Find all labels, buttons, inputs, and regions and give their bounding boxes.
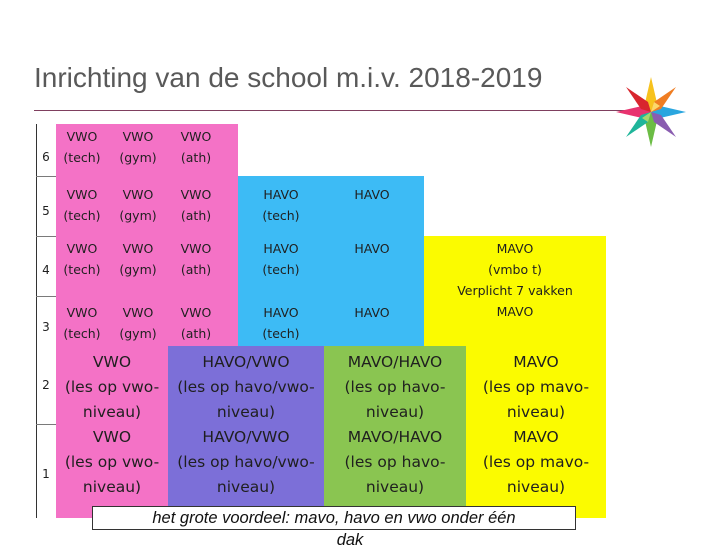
cell-stream: (ath) bbox=[180, 150, 212, 165]
cell-4-havo-tech bbox=[238, 238, 324, 280]
cell-level: VWO bbox=[122, 129, 154, 144]
cell-level: MAVO/HAVO bbox=[347, 428, 443, 446]
cell-3-vwo-tech bbox=[56, 302, 108, 344]
cell-stream: (tech) bbox=[262, 326, 300, 341]
cell-desc: (les op havo/vwo- bbox=[177, 453, 315, 471]
grade-label-3: 3 bbox=[42, 320, 50, 334]
cell-1-mavo-havo bbox=[324, 425, 466, 500]
cell-level: HAVO/VWO bbox=[202, 428, 290, 446]
cell-level: MAVO bbox=[496, 304, 534, 319]
cell-level: MAVO bbox=[513, 353, 559, 371]
row-divider bbox=[36, 296, 56, 297]
cell-desc: niveau) bbox=[216, 478, 276, 496]
cell-3-vwo-ath bbox=[170, 302, 222, 344]
cell-4-havo: HAVO bbox=[354, 241, 390, 256]
cell-6-vwo-gym bbox=[112, 126, 164, 168]
cell-level: VWO bbox=[180, 129, 212, 144]
page-title: Inrichting van de school m.i.v. 2018-2019 bbox=[34, 62, 543, 93]
cell-4-vwo-ath bbox=[170, 238, 222, 280]
cell-1-vwo bbox=[56, 425, 168, 500]
cell-level: VWO bbox=[122, 241, 154, 256]
cell-3-havo: HAVO bbox=[354, 305, 390, 320]
cell-5-vwo-tech bbox=[56, 184, 108, 226]
grade-label-2: 2 bbox=[42, 378, 50, 392]
cell-stream: (ath) bbox=[180, 326, 212, 341]
cell-desc: (les op mavo- bbox=[482, 453, 590, 471]
cell-desc: (les op havo- bbox=[344, 453, 446, 471]
star-logo-icon bbox=[614, 75, 688, 149]
cell-3-vwo-gym bbox=[112, 302, 164, 344]
cell-desc: (les op vwo- bbox=[64, 453, 160, 471]
cell-2-havo-vwo bbox=[168, 350, 324, 425]
cell-stream: (gym) bbox=[119, 150, 157, 165]
cell-stream: (ath) bbox=[180, 262, 212, 277]
cell-5-vwo-gym bbox=[112, 184, 164, 226]
row-divider bbox=[36, 424, 56, 425]
cell-4-vwo-tech bbox=[56, 238, 108, 280]
cell-stream: (tech) bbox=[63, 150, 101, 165]
cell-desc: (les op vwo- bbox=[64, 378, 160, 396]
cell-level: HAVO/VWO bbox=[202, 353, 290, 371]
cell-5-vwo-ath bbox=[170, 184, 222, 226]
cell-2-mavo-havo bbox=[324, 350, 466, 425]
cell-5-havo: HAVO bbox=[354, 187, 390, 202]
grade-label-6: 6 bbox=[42, 150, 50, 164]
cell-2-mavo bbox=[466, 350, 606, 425]
cell-stream: (tech) bbox=[262, 262, 300, 277]
cell-stream: (tech) bbox=[63, 326, 101, 341]
cell-desc: niveau) bbox=[506, 403, 566, 421]
cell-6-vwo-ath bbox=[170, 126, 222, 168]
cell-stream: (tech) bbox=[63, 208, 101, 223]
footer-banner-continued: dak bbox=[336, 531, 364, 549]
cell-6-vwo-tech bbox=[56, 126, 108, 168]
cell-2-vwo bbox=[56, 350, 168, 425]
cell-level: MAVO bbox=[496, 241, 534, 256]
cell-4-vwo-gym bbox=[112, 238, 164, 280]
cell-level: VWO bbox=[66, 187, 98, 202]
cell-3-havo-tech bbox=[238, 302, 324, 344]
mavo-upper-text bbox=[424, 238, 606, 322]
cell-level: VWO bbox=[180, 241, 212, 256]
cell-level: VWO bbox=[92, 353, 132, 371]
row-divider bbox=[36, 176, 56, 177]
cell-stream: (vmbo t) bbox=[488, 262, 542, 277]
cell-desc: niveau) bbox=[82, 478, 142, 496]
cell-stream: (gym) bbox=[119, 326, 157, 341]
cell-desc: niveau) bbox=[82, 403, 142, 421]
row-divider bbox=[36, 236, 56, 237]
cell-stream: (tech) bbox=[63, 262, 101, 277]
cell-note: Verplicht 7 vakken bbox=[457, 283, 573, 298]
cell-level: VWO bbox=[122, 305, 154, 320]
cell-desc: (les op havo- bbox=[344, 378, 446, 396]
cell-desc: niveau) bbox=[365, 478, 425, 496]
grade-label-1: 1 bbox=[42, 467, 50, 481]
cell-stream: (tech) bbox=[262, 208, 300, 223]
cell-level: VWO bbox=[92, 428, 132, 446]
cell-level: MAVO/HAVO bbox=[347, 353, 443, 371]
cell-desc: niveau) bbox=[365, 403, 425, 421]
cell-stream: (gym) bbox=[119, 262, 157, 277]
cell-stream: (ath) bbox=[180, 208, 212, 223]
cell-stream: (gym) bbox=[119, 208, 157, 223]
cell-level: VWO bbox=[122, 187, 154, 202]
cell-level: VWO bbox=[180, 305, 212, 320]
cell-desc: niveau) bbox=[216, 403, 276, 421]
footer-banner: het grote voordeel: mavo, havo en vwo onder één bbox=[92, 506, 576, 530]
cell-desc: (les op havo/vwo- bbox=[177, 378, 315, 396]
cell-level: VWO bbox=[66, 129, 98, 144]
cell-level: HAVO bbox=[263, 305, 299, 320]
grade-label-4: 4 bbox=[42, 263, 50, 277]
cell-level: HAVO bbox=[263, 187, 299, 202]
grade-label-5: 5 bbox=[42, 204, 50, 218]
cell-1-mavo bbox=[466, 425, 606, 500]
cell-level: VWO bbox=[180, 187, 212, 202]
cell-desc: niveau) bbox=[506, 478, 566, 496]
title-divider bbox=[34, 110, 644, 111]
cell-level: VWO bbox=[66, 241, 98, 256]
cell-1-havo-vwo bbox=[168, 425, 324, 500]
cell-level: MAVO bbox=[513, 428, 559, 446]
cell-level: VWO bbox=[66, 305, 98, 320]
cell-5-havo-tech bbox=[238, 184, 324, 226]
cell-desc: (les op mavo- bbox=[482, 378, 590, 396]
cell-level: HAVO bbox=[263, 241, 299, 256]
